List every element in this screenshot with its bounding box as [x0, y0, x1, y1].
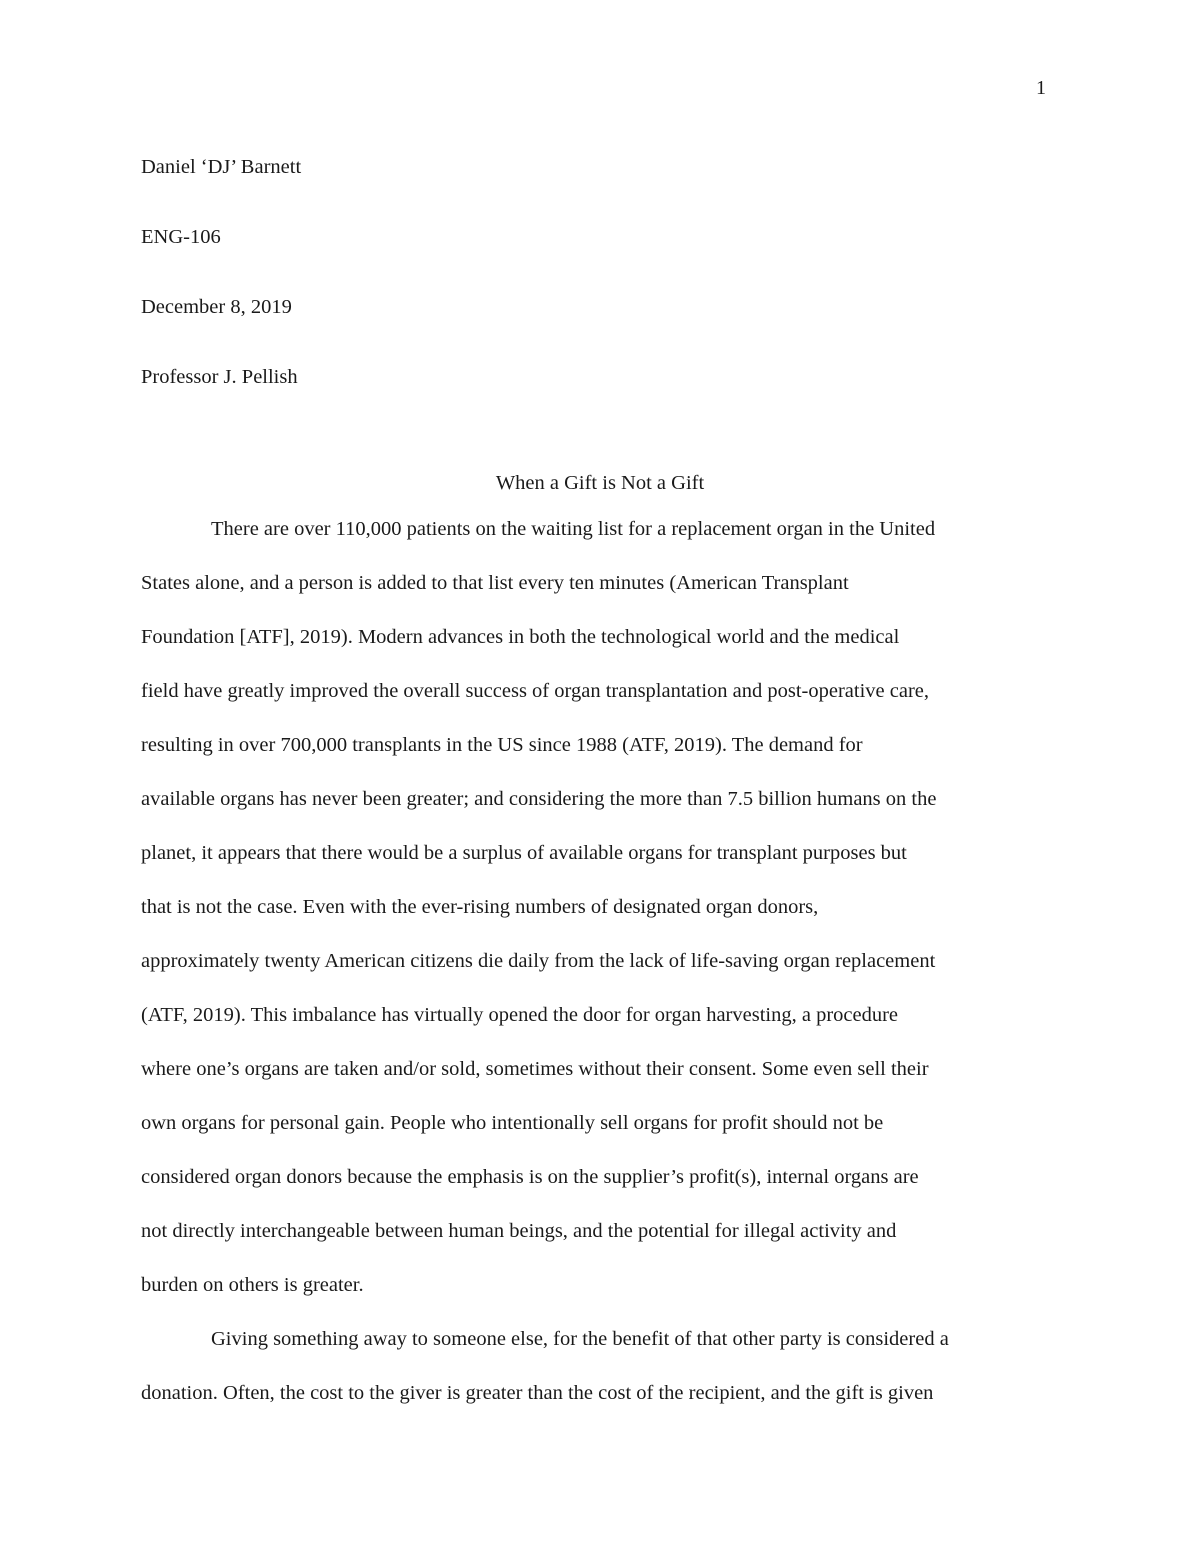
essay-title: When a Gift is Not a Gift	[495, 472, 705, 494]
paragraph	[141, 502, 1059, 1312]
paragraph-line: burden on others is greater.	[141, 1274, 364, 1296]
professor-name: Professor J. Pellish	[141, 366, 298, 388]
paragraph-line: resulting in over 700,000 transplants in the US since 1988 (ATF, 2019). The demand for	[141, 734, 863, 756]
paragraph-line: considered organ donors because the emphasis is on the supplier’s profit(s), internal organs are	[141, 1166, 919, 1188]
submission-date: December 8, 2019	[141, 296, 292, 318]
author-name: Daniel ‘DJ’ Barnett	[141, 156, 302, 178]
course-code: ENG-106	[141, 226, 221, 248]
paragraph-line: approximately twenty American citizens die daily from the lack of life-saving organ replacement	[141, 950, 936, 972]
document-body	[141, 140, 1059, 1420]
paragraph-line: available organs has never been greater; and considering the more than 7.5 billion humans on the	[141, 788, 937, 810]
paragraph-line: There are over 110,000 patients on the waiting list for a replacement organ in the United	[211, 518, 936, 540]
paragraph-line: donation. Often, the cost to the giver is greater than the cost of the recipient, and the gift is given	[141, 1382, 934, 1404]
paragraph-line: field have greatly improved the overall success of organ transplantation and post-operative care,	[141, 680, 930, 702]
paragraph-line: Giving something away to someone else, for the benefit of that other party is considered a	[211, 1328, 949, 1350]
paragraph-line: that is not the case. Even with the ever-rising numbers of designated organ donors,	[141, 896, 819, 918]
paragraph-line: planet, it appears that there would be a surplus of available organs for transplant purposes but	[141, 842, 907, 864]
essay-paragraphs	[141, 502, 1059, 1420]
paragraph-line: Foundation [ATF], 2019). Modern advances in both the technological world and the medical	[141, 626, 900, 648]
paragraph-line: (ATF, 2019). This imbalance has virtually opened the door for organ harvesting, a procedure	[141, 1004, 899, 1026]
page-number: 1	[1036, 77, 1046, 99]
paragraph	[141, 1312, 1059, 1420]
paragraph-line: not directly interchangeable between human beings, and the potential for illegal activity and	[141, 1220, 897, 1242]
paragraph-line: where one’s organs are taken and/or sold, sometimes without their consent. Some even sell their	[141, 1058, 929, 1080]
paragraph-line: States alone, and a person is added to that list every ten minutes (American Transplant	[141, 572, 849, 594]
paragraph-line: own organs for personal gain. People who intentionally sell organs for profit should not be	[141, 1112, 884, 1134]
